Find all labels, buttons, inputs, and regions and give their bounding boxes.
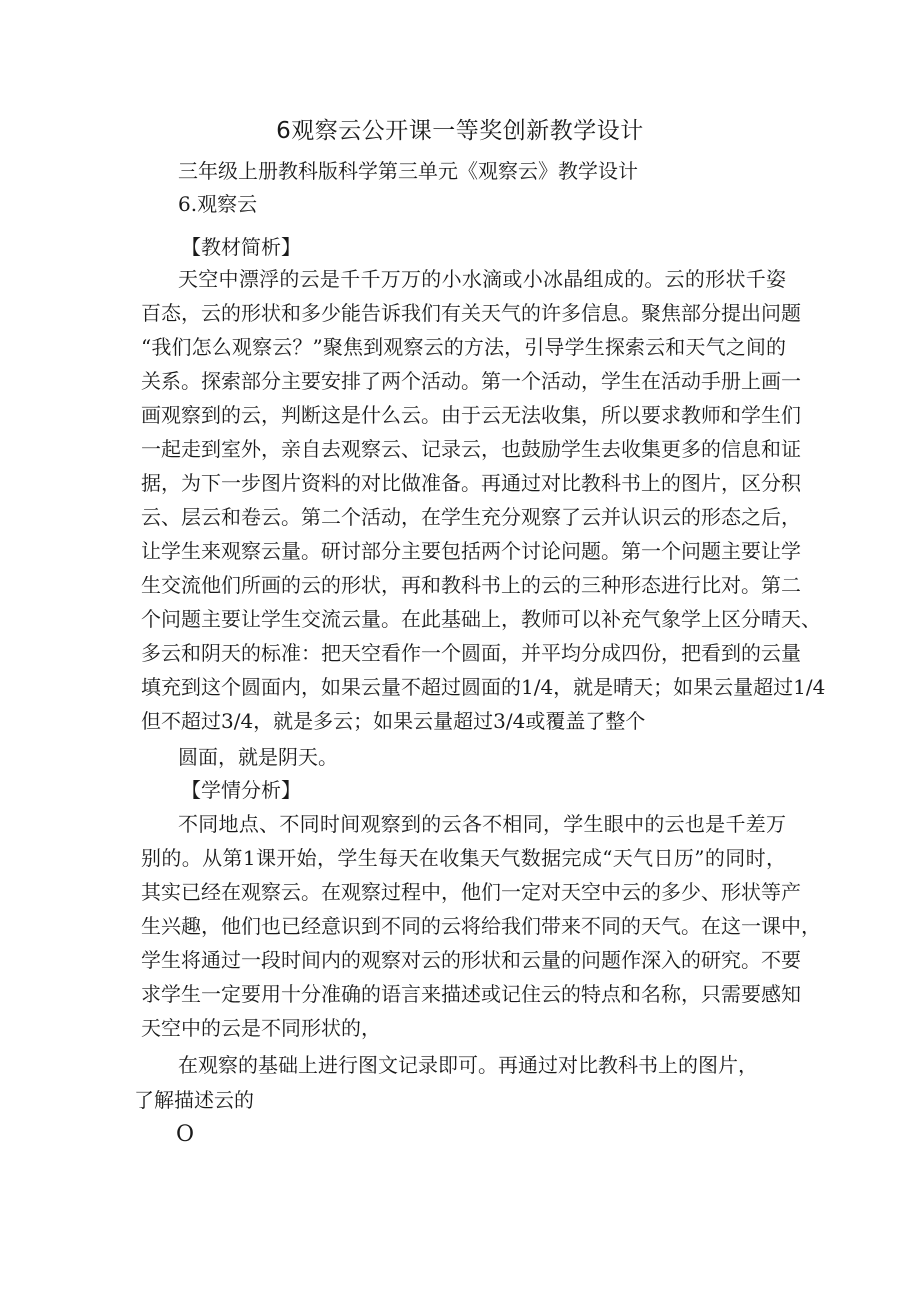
- paragraph-line: 求学生一定要用十分准确的语言来描述或记住云的特点和名称，只需要感知: [141, 982, 801, 1006]
- paragraph-line: 个问题主要让学生交流云量。在此基础上，教师可以补充气象学上区分晴天、: [141, 607, 821, 631]
- stray-character: O: [176, 1122, 195, 1147]
- paragraph-line: 学生将通过一段时间内的观察对云的形状和云量的问题作深入的研究。不要: [141, 948, 801, 972]
- paragraph-line: 填充到这个圆面内，如果云量不超过圆面的1/4，就是晴天；如果云量超过1/4: [141, 675, 826, 699]
- paragraph-line: “我们怎么观察云？”聚焦到观察云的方法，引导学生探索云和天气之间的: [141, 335, 786, 359]
- paragraph-line: 多云和阴天的标准：把天空看作一个圆面，并平均分成四份，把看到的云量: [141, 641, 801, 665]
- paragraph-line: 其实已经在观察云。在观察过程中，他们一定对天空中云的多少、形状等产: [141, 880, 801, 904]
- paragraph-line: 在观察的基础上进行图文记录即可。再通过对比教科书上的图片，: [178, 1053, 758, 1077]
- paragraph-line: 天空中漂浮的云是千千万万的小水滴或小冰晶组成的。云的形状千姿: [178, 267, 786, 291]
- paragraph-line: 天空中的云是不同形状的，: [141, 1016, 381, 1040]
- paragraph-line: 生交流他们所画的云的形状，再和教科书上的云的三种形态进行比对。第二: [141, 573, 801, 597]
- section-heading-textbook-analysis: 【教材简析】: [181, 235, 301, 259]
- paragraph-line: 一起走到室外，亲自去观察云、记录云，也鼓励学生去收集更多的信息和证: [141, 437, 801, 461]
- paragraph-line: 生兴趣，他们也已经意识到不同的云将给我们带来不同的天气。在这一课中，: [141, 914, 821, 938]
- paragraph-line: 别的。从第1课开始，学生每天在收集天气数据完成“天气日历”的同时，: [141, 846, 786, 870]
- paragraph-line: 关系。探索部分主要安排了两个活动。第一个活动，学生在活动手册上画一: [141, 369, 801, 393]
- paragraph-line: 不同地点、不同时间观察到的云各不相同，学生眼中的云也是千差万: [178, 812, 786, 836]
- paragraph-line: 让学生来观察云量。研讨部分主要包括两个讨论问题。第一个问题主要让学: [141, 539, 801, 563]
- document-title: 6观察云公开课一等奖创新教学设计: [276, 118, 644, 144]
- section-heading-learner-analysis: 【学情分析】: [181, 778, 301, 802]
- paragraph-line: 但不超过3/4，就是多云；如果云量超过3/4或覆盖了整个: [141, 709, 646, 733]
- paragraph-line: 了解描述云的: [134, 1088, 254, 1112]
- paragraph-line: 画观察到的云，判断这是什么云。由于云无法收集，所以要求教师和学生们: [141, 403, 801, 427]
- paragraph-line: 百态，云的形状和多少能告诉我们有关天气的许多信息。聚焦部分提出问题: [141, 301, 801, 325]
- lesson-label: 6.观察云: [178, 192, 258, 216]
- document-subtitle: 三年级上册教科版科学第三单元《观察云》教学设计: [178, 159, 638, 183]
- paragraph-line: 圆面，就是阴天。: [178, 745, 338, 769]
- paragraph-line: 云、层云和卷云。第二个活动，在学生充分观察了云并认识云的形态之后，: [141, 505, 801, 529]
- paragraph-line: 据，为下一步图片资料的对比做准备。再通过对比教科书上的图片，区分积: [141, 471, 801, 495]
